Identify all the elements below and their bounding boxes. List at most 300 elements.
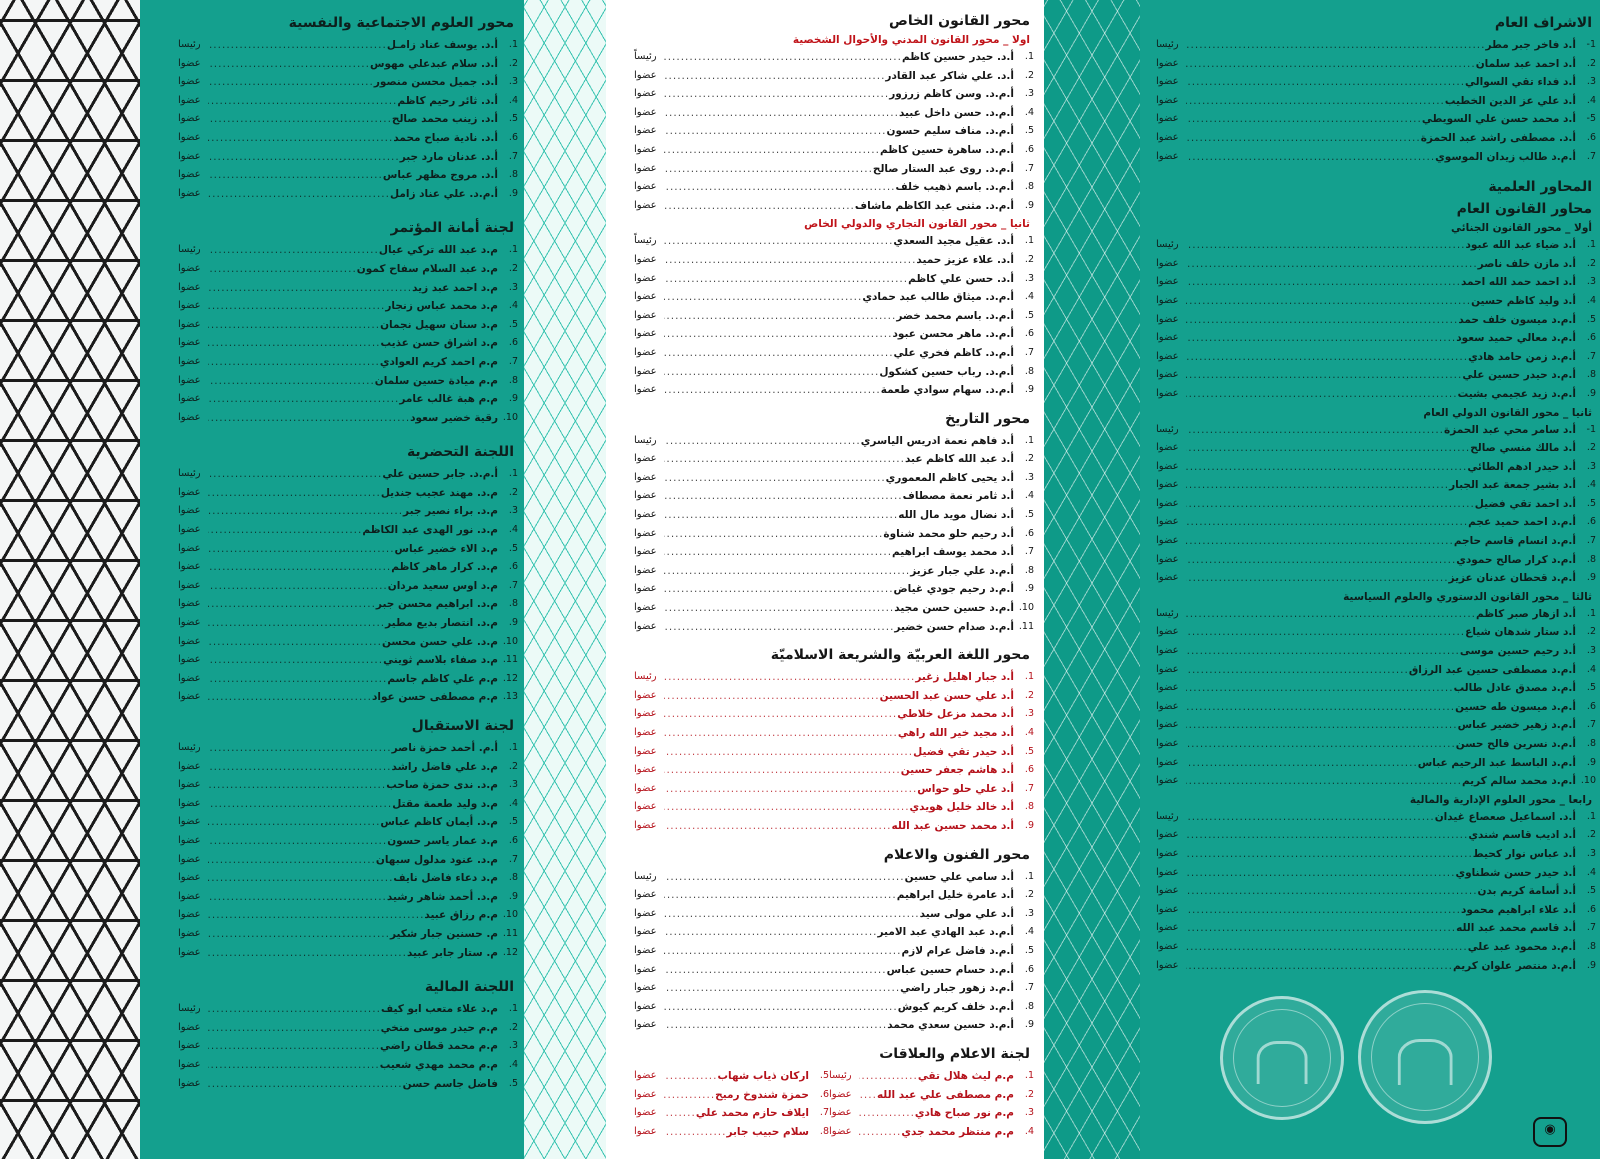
member-name: أ.د. مروج مظهر عباس — [382, 169, 498, 182]
member-name: أ.د احمد تقي فضيل — [1474, 497, 1576, 510]
civil-law-subtitle: اولا _ محور القانون المدني والأحوال الشخصية — [792, 34, 1030, 46]
item-number: 1. — [508, 39, 518, 50]
member-name: أ.م.د احمد حميد عجم — [1468, 516, 1576, 529]
leader-dots — [208, 129, 393, 148]
member-role: عضوا — [178, 505, 201, 517]
item-number: 12. — [502, 672, 518, 684]
item-number: 7. — [819, 1107, 829, 1119]
leader-dots — [664, 122, 887, 141]
member-name: أ.د رحيم حلو محمد شناوة — [883, 527, 1014, 540]
member-role: عضوا — [178, 524, 201, 536]
item-number: 4. — [1586, 94, 1596, 106]
member-name: أ.د أسامة كريم بدن — [1477, 885, 1576, 898]
member-role: عضوا — [634, 782, 657, 794]
member-name: أ.د عامرة خليل ابراهيم — [896, 889, 1014, 902]
list-item — [634, 562, 1034, 581]
member-name: أ.م.د محمود عبد علي — [1467, 940, 1576, 953]
member-role: عضوا — [1156, 313, 1179, 325]
member-role: عضوا — [1156, 131, 1179, 143]
leader-dots — [208, 906, 424, 925]
member-role: عضوا — [634, 708, 657, 720]
member-role: عضوا — [178, 561, 201, 573]
item-number: 7. — [508, 150, 518, 162]
leader-dots — [664, 942, 901, 961]
item-number: 5. — [508, 542, 518, 554]
member-name: م.د دعاء فاضل نايف — [393, 872, 498, 885]
member-name: أ.م.د نسرين فالح حسن — [1455, 738, 1576, 750]
list-item — [634, 687, 1034, 706]
item-number: 9. — [1586, 572, 1596, 584]
leader-dots — [1186, 845, 1473, 864]
list-item — [634, 363, 1034, 382]
member-role: عضوا — [178, 816, 201, 828]
prep-committee-title: اللجنة التحضرية — [178, 443, 518, 461]
leader-dots — [1186, 661, 1409, 680]
member-name: أ.د فاهم نعمة ادريس الياسري — [860, 434, 1014, 447]
member-name: أ.م.د. ميثاق طالب عبد حمادي — [862, 291, 1014, 304]
member-role: عضوا — [634, 88, 657, 100]
member-role: عضوا — [1156, 294, 1179, 306]
criminal-law-list — [1156, 236, 1596, 403]
item-number: 6. — [1024, 963, 1034, 975]
member-role: رئيسا — [1156, 423, 1179, 435]
member-role: عضوا — [178, 797, 201, 809]
member-name: أ.د مجيد خير الله راهي — [897, 727, 1014, 739]
list-item — [634, 886, 1034, 905]
item-number: 11. — [502, 654, 518, 666]
list-item — [634, 251, 1034, 270]
leader-dots — [664, 344, 894, 363]
leader-dots — [208, 1037, 380, 1056]
list-item — [178, 925, 518, 944]
list-item — [178, 758, 518, 777]
member-name: م.د. علي حسن محسن — [381, 635, 498, 648]
leader-dots — [859, 1104, 915, 1123]
leader-dots — [208, 372, 375, 391]
leader-dots — [664, 668, 915, 687]
list-item — [634, 961, 1034, 980]
member-role: عضوا — [178, 337, 201, 349]
member-name: م.د. مهند عجيب جنديل — [380, 486, 498, 499]
member-name: أ.د بشير جمعة عبد الجبار — [1449, 479, 1576, 492]
member-name: م.م ليث هلال تقي — [917, 1069, 1014, 1082]
item-number: 2. — [508, 57, 518, 69]
member-role: عضوا — [634, 745, 657, 757]
member-role: رئيسا — [1156, 607, 1179, 619]
list-item — [178, 334, 518, 353]
leader-dots — [1186, 698, 1455, 717]
list-item — [178, 279, 518, 298]
member-role: عضوا — [178, 113, 201, 125]
list-item — [634, 525, 1034, 544]
list-item — [634, 868, 1034, 887]
list-item — [178, 944, 518, 963]
member-name: أ.د هاشم جعفر حسين — [900, 764, 1014, 777]
list-item — [1156, 311, 1596, 330]
member-role: عضوا — [634, 564, 657, 576]
leader-dots — [1186, 569, 1449, 588]
social-sciences-title: محور العلوم الاجتماعية والنفسية — [178, 14, 518, 32]
item-number: 3. — [1586, 276, 1596, 288]
member-name: م.م علي كاظم جاسم — [387, 672, 498, 685]
list-item — [634, 506, 1034, 525]
member-role: عضوا — [1156, 719, 1179, 731]
list-item — [178, 906, 518, 925]
item-number: 1. — [508, 1003, 518, 1015]
member-name: أ.د حيدر حسن شطناوي — [1455, 866, 1576, 879]
leader-dots — [664, 868, 905, 887]
leader-dots — [208, 776, 386, 795]
leader-dots — [208, 297, 385, 316]
leader-dots — [208, 390, 399, 409]
member-name: م. حسنين جبار شكير — [389, 927, 498, 940]
leader-dots — [664, 1016, 887, 1035]
list-item — [178, 185, 518, 204]
member-name: م.د. انتصار بديع مطير — [385, 617, 498, 630]
member-name: م.م مصطفى علي عبد الله — [876, 1088, 1014, 1101]
middle-panel — [606, 0, 1044, 1159]
list-item — [634, 450, 1034, 469]
member-name: م.م ميادة حسين سلمان — [374, 374, 498, 387]
leader-dots — [208, 832, 387, 851]
list-item — [178, 558, 518, 577]
item-number: 8. — [1024, 801, 1034, 813]
item-number: 8. — [508, 598, 518, 610]
member-role: عضوا — [1156, 479, 1179, 491]
leader-dots — [1186, 901, 1461, 920]
member-name: أ.د. علاء عزيز حميد — [916, 253, 1014, 266]
list-item — [178, 670, 518, 689]
left-panel — [140, 0, 524, 1159]
member-role: عضوا — [178, 598, 201, 610]
item-number: 3. — [508, 281, 518, 293]
member-role: عضوا — [1156, 700, 1179, 712]
item-number: 9. — [1586, 959, 1596, 971]
member-name: أ.د ضياء عبد الله عبود — [1465, 239, 1576, 252]
member-role: عضوا — [1156, 497, 1179, 509]
member-name: أ.م.د. حسن داخل عبيد — [898, 106, 1014, 119]
leader-dots — [664, 288, 862, 307]
member-role: عضوا — [634, 689, 657, 701]
list-item — [178, 484, 518, 503]
member-role: عضوا — [634, 346, 657, 358]
leader-dots — [1186, 236, 1466, 255]
list-item — [178, 92, 518, 111]
member-name: أ.د علي عز الدين الخطيب — [1444, 94, 1576, 107]
item-number: 2. — [1586, 829, 1596, 841]
member-name: أ.م.د زيد عجيمي بشيت — [1457, 387, 1576, 400]
commercial-law-list — [634, 232, 1034, 399]
item-number: 1. — [508, 244, 518, 256]
item-number: 1. — [1024, 51, 1034, 62]
leader-dots — [1186, 864, 1455, 883]
member-role: عضوا — [829, 1088, 852, 1100]
member-name: أ.د يحيى كاظم المعموري — [885, 471, 1014, 484]
member-name: أ.د عبد الله كاظم عبد — [904, 453, 1014, 466]
item-number: 8. — [508, 374, 518, 386]
supervision-title: الاشراف العام — [1156, 14, 1596, 32]
list-item — [634, 104, 1034, 123]
member-name: أ.د. اسماعيل صعصاع غيدان — [1434, 810, 1576, 823]
member-role: عضوا — [634, 889, 657, 901]
item-number: 3. — [1586, 76, 1596, 88]
member-name: سلام حبيب جابر — [726, 1125, 809, 1138]
member-name: أ.م.د مصطفى حسين عبد الرزاق — [1408, 663, 1576, 676]
list-item — [1156, 73, 1596, 92]
item-number: 8. — [1024, 1000, 1034, 1012]
member-name: أ.د. نادية صباح محمد — [393, 131, 498, 144]
list-item — [1156, 808, 1596, 827]
member-role: عضوا — [634, 982, 657, 994]
item-number: 7. — [508, 355, 518, 367]
list-item — [634, 232, 1034, 251]
list-item — [634, 705, 1034, 724]
member-role: عضوا — [1156, 460, 1179, 472]
item-number: 3. — [1024, 907, 1034, 919]
list-item — [178, 776, 518, 795]
member-name: أ.د قاسم محمد عبد الله — [1456, 922, 1576, 935]
item-number: 3. — [1024, 708, 1034, 720]
member-role: عضوا — [1156, 76, 1179, 88]
leader-dots — [208, 688, 372, 707]
item-number: 6. — [1024, 764, 1034, 776]
right-panel — [1140, 0, 1600, 1159]
member-name: أ.د محمد حسين عبد الله — [891, 819, 1014, 832]
member-name: أ.د. جميل محسن منصور — [373, 76, 498, 89]
leader-dots — [1186, 513, 1468, 532]
item-number: 2. — [508, 486, 518, 498]
item-number: 5. — [1024, 509, 1034, 521]
member-role: عضوا — [178, 187, 201, 199]
list-item — [178, 795, 518, 814]
item-number: 4. — [1586, 663, 1596, 675]
leader-dots — [664, 487, 903, 506]
list-item — [1156, 36, 1596, 55]
member-role: عضوا — [178, 635, 201, 647]
item-number: 8. — [508, 169, 518, 181]
member-name: م.د. ندى حمزة صاحب — [386, 779, 498, 792]
member-name: أ.د ستار شدهان شياع — [1465, 626, 1576, 639]
leader-dots — [664, 1123, 726, 1142]
leader-dots — [208, 73, 374, 92]
leader-dots — [208, 1056, 380, 1075]
leader-dots — [664, 48, 902, 67]
item-number: 3. — [508, 76, 518, 88]
leader-dots — [664, 525, 883, 544]
member-name: أ.د اديب قاسم شندي — [1468, 829, 1576, 842]
member-name: أ.م.د زهور جبار راضي — [900, 982, 1014, 995]
member-role: عضوا — [634, 291, 657, 303]
member-role: عضوا — [634, 328, 657, 340]
list-item — [634, 469, 1034, 488]
list-item — [1156, 273, 1596, 292]
member-name: أ.د ازهار صبر كاظم — [1476, 607, 1576, 620]
scientific-axes-title: المحاور العلمية — [1156, 178, 1596, 196]
list-item — [178, 465, 518, 484]
member-name: م.د. أيمان كاظم عباس — [380, 816, 498, 829]
member-role: عضوا — [634, 801, 657, 813]
leader-dots — [1186, 919, 1456, 938]
item-number: 3. — [1024, 1107, 1034, 1119]
list-item — [178, 1056, 518, 1075]
member-name: أ.د علاء ابراهيم محمود — [1460, 903, 1576, 916]
member-name: م.م نور صباح هادي — [914, 1107, 1014, 1120]
member-name: أ.م.د حسام حسين عباس — [886, 963, 1014, 976]
item-number: 6. — [1586, 332, 1596, 344]
member-role: عضوا — [1156, 332, 1179, 344]
list-item — [178, 166, 518, 185]
item-number: 1. — [1024, 671, 1034, 683]
member-role: عضوا — [634, 162, 657, 174]
media-title: لجنة الاعلام والعلاقات — [634, 1045, 1034, 1063]
item-number: 9. — [508, 187, 518, 199]
item-number: 2. — [1586, 626, 1596, 638]
list-item — [1156, 605, 1596, 624]
leader-dots — [1186, 55, 1476, 74]
member-role: عضوا — [634, 490, 657, 502]
leader-dots — [208, 334, 381, 353]
leader-dots — [208, 409, 410, 428]
leader-dots — [208, 540, 395, 559]
item-number: 6. — [819, 1088, 829, 1100]
member-role: عضوا — [178, 946, 201, 958]
list-item — [178, 390, 518, 409]
university-seal-icon — [1358, 990, 1492, 1124]
public-law-title: محاور القانون العام — [1156, 200, 1596, 218]
leader-dots — [208, 353, 380, 372]
member-name: أ.د علي مولى سيد — [919, 907, 1014, 920]
list-item — [178, 1037, 518, 1056]
item-number: 9. — [1586, 756, 1596, 768]
item-number: 2. — [1024, 689, 1034, 701]
list-item — [634, 67, 1034, 86]
list-item — [829, 1104, 1034, 1123]
item-number: 1. — [1586, 810, 1596, 822]
item-number: 4. — [508, 524, 518, 536]
member-role: رئيساً — [634, 235, 657, 247]
member-role: عضوا — [1156, 775, 1179, 787]
leader-dots — [1186, 532, 1454, 551]
item-number: 2. — [1024, 69, 1034, 81]
member-name: م.د. كرار ماهر كاظم — [391, 561, 498, 574]
member-role: عضوا — [634, 309, 657, 321]
member-role: عضوا — [1156, 387, 1179, 399]
member-name: م.د سنان سهيل نجمان — [380, 318, 498, 331]
item-number: 7. — [508, 579, 518, 591]
item-number: 6. — [508, 834, 518, 846]
list-item — [1156, 661, 1596, 680]
member-role: عضوا — [634, 727, 657, 738]
member-role: عضوا — [178, 486, 201, 498]
member-name: أ.م.د. ساهرة حسين كاظم — [879, 143, 1014, 156]
leader-dots — [664, 798, 910, 817]
member-name: أ.د فداء تقي السوالي — [1465, 76, 1576, 89]
item-number: 6. — [1024, 143, 1034, 155]
item-number: 8. — [1586, 553, 1596, 565]
member-name: أ.م.د انسام قاسم حاجم — [1453, 535, 1576, 548]
item-number: 13. — [502, 691, 518, 703]
item-number: 11. — [502, 927, 518, 939]
leader-dots — [1186, 495, 1475, 514]
leader-dots — [1186, 292, 1471, 311]
item-number: 9. — [508, 890, 518, 902]
list-item — [634, 942, 1034, 961]
leader-dots — [664, 599, 894, 618]
member-name: أ.م.د. ماهر محسن عبود — [892, 328, 1014, 341]
item-number: 7. — [1024, 162, 1034, 174]
list-item — [634, 743, 1034, 762]
member-role: عضوا — [634, 819, 657, 831]
member-role: عضوا — [1156, 866, 1179, 878]
item-number: 9. — [1024, 819, 1034, 831]
item-number: 1. — [508, 742, 518, 753]
leader-dots — [208, 633, 382, 652]
item-number: 3. — [1024, 272, 1034, 284]
member-name: م.م محمد قطان راضي — [380, 1040, 498, 1053]
item-number: 2. — [1586, 442, 1596, 454]
list-item — [1156, 255, 1596, 274]
member-name: أ.م.د علي جبار عزيز — [910, 564, 1014, 577]
member-role: عضوا — [178, 57, 201, 69]
leader-dots — [664, 817, 892, 836]
arabic-title: محور اللغة العربيّة والشريعة الاسلاميّة — [634, 646, 1034, 664]
member-role: عضوا — [178, 1021, 201, 1033]
item-number: 4. — [1024, 727, 1034, 738]
leader-dots — [1186, 642, 1460, 661]
list-item — [178, 409, 518, 428]
list-item — [634, 1123, 829, 1142]
reception-title: لجنة الاستقبال — [178, 717, 518, 735]
list-item — [634, 48, 1034, 67]
member-role: عضوا — [634, 471, 657, 483]
member-name: م.د محمد عباس زنجار — [385, 300, 498, 313]
leader-dots — [664, 469, 886, 488]
constitutional-law-list — [1156, 605, 1596, 791]
member-role: عضوا — [634, 620, 657, 632]
member-role: عضوا — [634, 1069, 657, 1081]
member-role: عضوا — [634, 602, 657, 614]
leader-dots — [859, 1067, 918, 1086]
leader-dots — [1186, 36, 1485, 55]
item-number: 9. — [508, 393, 518, 405]
leader-dots — [1186, 73, 1465, 92]
member-role: عضوا — [178, 281, 201, 293]
member-name: م.د. أحمد شاهر رشيد — [386, 890, 498, 903]
leader-dots — [664, 562, 910, 581]
leader-dots — [664, 1067, 717, 1086]
leader-dots — [208, 670, 387, 689]
member-name: أ.م.د طالب زيدان الموسوي — [1435, 150, 1576, 163]
member-role: عضوا — [1156, 682, 1179, 694]
list-item — [1156, 366, 1596, 385]
list-item — [1156, 129, 1596, 148]
list-item — [634, 344, 1034, 363]
item-number: 6. — [508, 131, 518, 143]
list-item — [634, 85, 1034, 104]
list-item — [1156, 772, 1596, 791]
list-item — [1156, 957, 1596, 976]
member-name: أ.د احمد عبد سلمان — [1475, 57, 1576, 70]
leader-dots — [208, 758, 392, 777]
item-number: 4. — [508, 300, 518, 312]
leader-dots — [1186, 458, 1467, 477]
list-item — [1156, 919, 1596, 938]
item-number: 8. — [1024, 365, 1034, 377]
list-item — [1156, 458, 1596, 477]
item-number: 7. — [1586, 150, 1596, 162]
member-name: أ.م.د. سهام سوادي طعمة — [880, 384, 1014, 397]
list-item — [634, 160, 1034, 179]
